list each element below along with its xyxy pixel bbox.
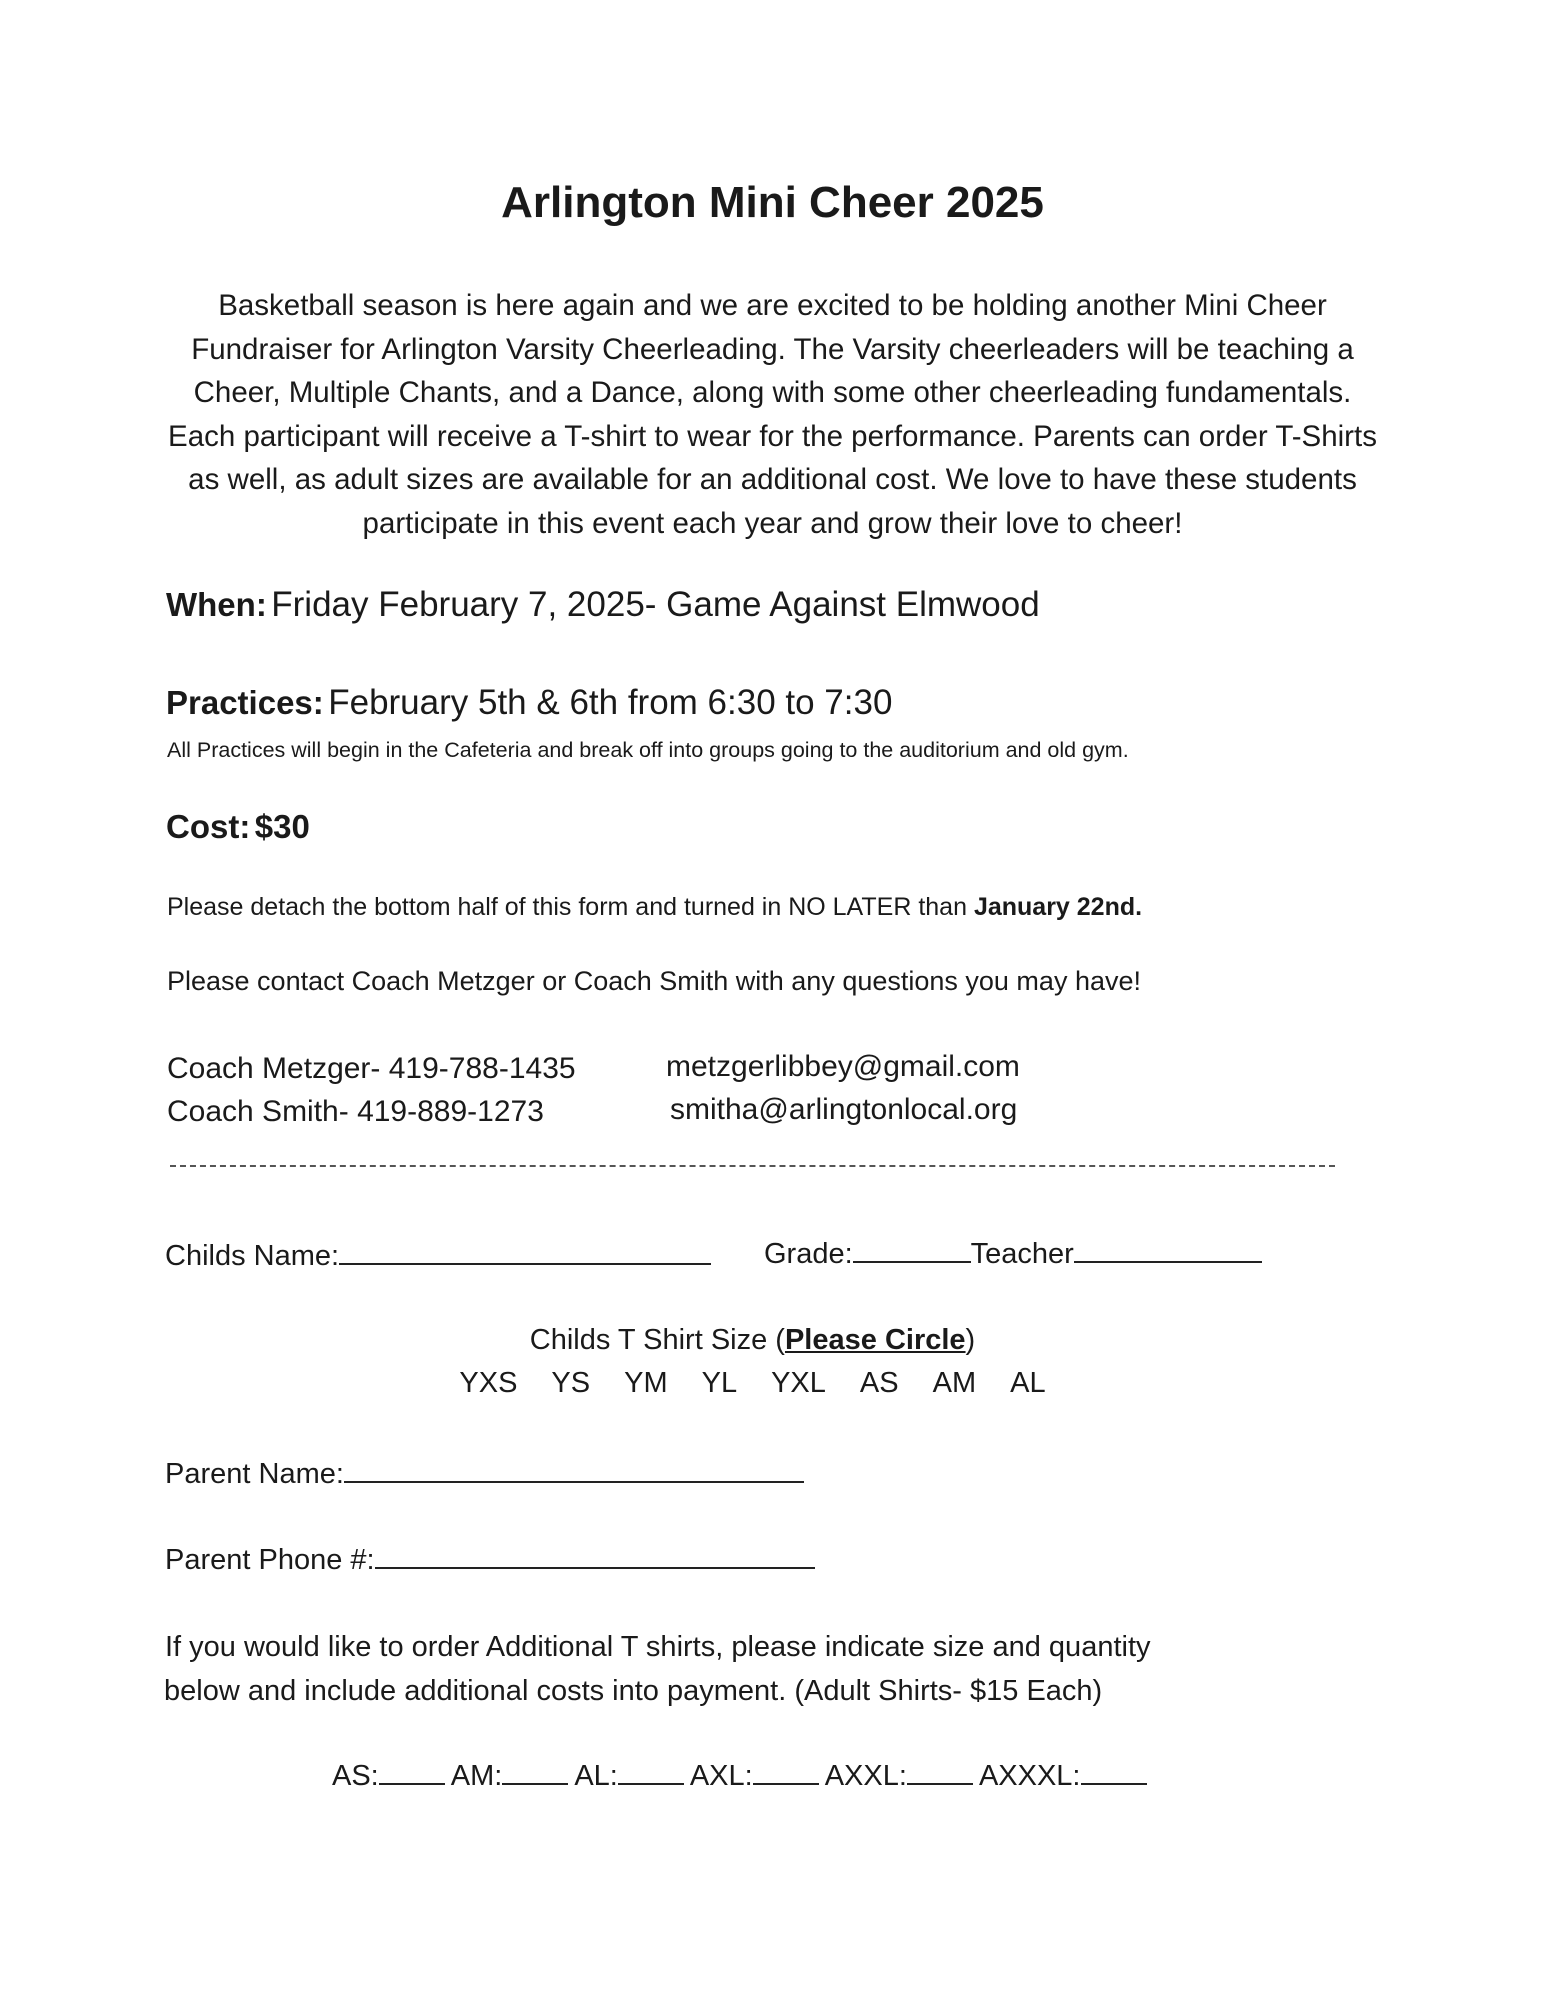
deadline-line [167,893,1142,922]
when-label: When: [166,586,267,623]
parent-name-row [165,1458,804,1491]
size-option-am[interactable]: AM [932,1367,977,1399]
addl-al-label: AL: [574,1760,618,1792]
addl-axl-field[interactable] [753,1782,819,1785]
coach-smith-phone: Coach Smith- 419-889-1273 [167,1095,544,1128]
additional-text-line-2: below and include additional costs into payment. (Adult Shirts- $15 Each) [164,1675,1103,1707]
grade-teacher-row [764,1238,1262,1271]
teacher-field[interactable] [1074,1260,1262,1263]
practices-note: All Practices will begin in the Cafeteria and break off into groups going to the auditorium and old gym. [167,738,1129,762]
parent-name-field[interactable] [344,1480,804,1483]
coach-smith-email: smitha@arlingtonlocal.org [670,1093,1018,1126]
size-option-ys[interactable]: YS [551,1367,591,1399]
size-option-yxl[interactable]: YXL [771,1367,826,1399]
practices-value: February 5th & 6th from 6:30 to 7:30 [328,683,893,722]
contact-note: Please contact Coach Metzger or Coach Smith with any questions you may have! [167,966,1141,996]
addl-am-label: AM: [450,1760,503,1792]
child-name-label: Childs Name: [165,1240,340,1272]
addl-axxl-label: AXXL: [824,1760,907,1792]
parent-phone-row [165,1544,815,1577]
cost-label: Cost: [166,808,251,845]
child-name-row [165,1240,711,1273]
grade-field[interactable] [853,1260,971,1263]
addl-as-label: AS: [332,1760,379,1792]
addl-axxxl-field[interactable] [1081,1782,1147,1785]
tshirt-close: ) [965,1324,976,1356]
addl-axxl-field[interactable] [907,1782,973,1785]
size-option-yl[interactable]: YL [701,1367,738,1399]
page-title: Arlington Mini Cheer 2025 [501,178,1044,227]
parent-name-label: Parent Name: [165,1458,344,1490]
addl-as-field[interactable] [379,1782,445,1785]
additional-sizes-row [332,1760,1153,1793]
tshirt-label: Childs T Shirt Size ( [529,1324,785,1356]
when-line [166,585,1040,625]
size-option-ym[interactable]: YM [624,1367,668,1399]
addl-axxxl-label: AXXXL: [978,1760,1081,1792]
tshirt-emphasis: Please Circle [784,1324,966,1356]
size-option-al[interactable]: AL [1010,1367,1046,1399]
intro-paragraph: Basketball season is here again and we are excited to be holding another Mini Cheer Fundraiser for Arlington Varsity Cheerleading. The Varsity cheerleaders will be teaching a Cheer, Multiple Chants, and a Dance, along with some other cheerleading fundamentals. Each participant will receive a T-shirt to wear for the performance. Parents can order T-Shirts as well, as adult sizes are available for an additional cost. We love to have these students participate in this event each year and grow their love to cheer! [168,289,1377,540]
child-name-field[interactable] [339,1262,711,1265]
parent-phone-label: Parent Phone #: [165,1544,375,1576]
when-value: Friday February 7, 2025- Game Against Elmwood [271,585,1040,624]
tshirt-size-heading [0,1324,1525,1357]
coach-metzger-email: metzgerlibbey@gmail.com [666,1050,1020,1083]
detach-line [170,1165,1335,1167]
size-option-yxs[interactable]: YXS [459,1367,518,1399]
addl-axl-label: AXL: [689,1760,753,1792]
parent-phone-field[interactable] [375,1566,815,1569]
size-option-as[interactable]: AS [859,1367,899,1399]
tshirt-size-options [0,1367,1525,1400]
teacher-label: Teacher [970,1238,1074,1270]
additional-text-line-1: If you would like to order Additional T shirts, please indicate size and quantity [165,1631,1151,1663]
addl-am-field[interactable] [502,1782,568,1785]
deadline-text: Please detach the bottom half of this form and turned in NO LATER than [167,893,967,921]
practices-label: Practices: [166,684,324,721]
practices-line [166,683,892,723]
cost-line [166,808,310,846]
cost-value: $30 [254,808,310,845]
grade-label: Grade: [764,1238,853,1270]
coach-metzger-phone: Coach Metzger- 419-788-1435 [167,1052,576,1085]
deadline-date: January 22nd. [973,893,1143,921]
addl-al-field[interactable] [618,1782,684,1785]
